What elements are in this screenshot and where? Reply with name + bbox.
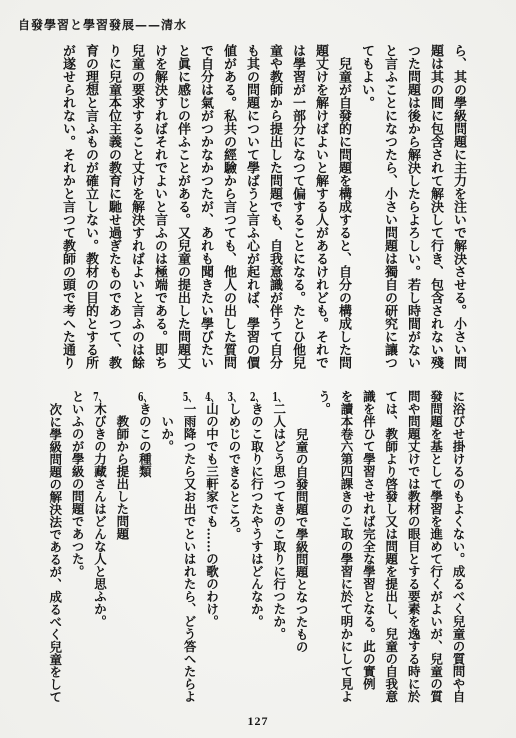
- list-item-text: 二人はどう思つてきのこ取りに行つたか。: [271, 402, 287, 640]
- text-line: 識を伴ひて學習させれば完全な學習となる。此の實例: [361, 390, 377, 690]
- list-item-number: 1、: [272, 390, 287, 403]
- paragraph-start-line: 兒童が自發的に問題を構成すると、自分の構成した問: [336, 57, 351, 369]
- text-line: 値がある。私共の經驗から言つても、他人の出した質問: [221, 44, 236, 369]
- student-problems-heading: 兒童の自發問題で學級問題となつたもの: [294, 427, 310, 653]
- list-item-text: しめじのできるところ。: [226, 402, 242, 540]
- closing-line: といふのが學級の問題であつた。: [70, 390, 86, 578]
- list-item-text: きのこの種類: [137, 402, 153, 478]
- text-line: てもよい。: [359, 44, 374, 109]
- text-line: が遂せられない。それかと言つて教師の頭で考へた通り: [60, 44, 75, 369]
- list-item-text: 山の中でも三軒家でも……の歌のわけ。: [204, 402, 220, 628]
- list-item-number: 6、: [137, 390, 152, 403]
- list-item-number: 2、: [249, 390, 264, 403]
- list-item: [88, 390, 110, 703]
- text-line: ら、其の學級問題に主力を注いで解決させる。小さい問: [451, 44, 466, 369]
- text-line: う。: [316, 390, 332, 415]
- list-item: [133, 390, 155, 703]
- text-line: と眞に感じの伴ふことがある。又兒童の提出した問題丈: [175, 44, 190, 369]
- list-item-text: 木びきの力藏さんはどんな人と思ふか。: [92, 402, 108, 628]
- list-item: [245, 390, 267, 703]
- list-item-text: 一雨降つたら又お出でといはれたら、どう答へたらよ: [182, 402, 198, 703]
- text-line: 題は其の間に包含されて解決して行き、包含されない殘: [428, 44, 443, 369]
- text-line: ては、教師より啓發し又は問題を提出し、兒童の自我意: [383, 390, 399, 703]
- text-line: つた問題は後から解決したらよろしい。若し時間がない: [405, 44, 420, 369]
- text-line: で自分は氣がつかなかつたが、あれも聞きたい學びたい: [198, 44, 213, 369]
- text-line: に浴びせ掛けるのもよくない。成るべく兒童の質問や自: [451, 390, 466, 703]
- text-line: を讀本卷六第四課きのこ取の學習に於て明かにして見よ: [338, 390, 354, 703]
- running-title: 自發學習と學習發展——清水: [18, 18, 188, 32]
- text-line: 問や問題丈けでは教材の眼目とする要素を逸する時に於: [406, 390, 422, 703]
- text-line: と言ふことになつたら、小さい問題は獨自の研究に讓つ: [382, 44, 397, 369]
- text-line: りに兒童本位主義の教育に馳せ過ぎたものであつて、教: [106, 44, 121, 369]
- list-item: [200, 390, 222, 703]
- list-item: [267, 390, 289, 703]
- list-item: [223, 390, 245, 703]
- page-number: 127: [247, 714, 269, 728]
- list-item: [178, 390, 200, 703]
- text-line: けを解決すればそれでよいと言ふのは極端である。即ち: [152, 44, 167, 369]
- lower-text-block: [43, 390, 469, 703]
- upper-text-block: [56, 44, 470, 369]
- text-line: 兒童の要求すること丈けを解決すればよいと言ふのは餘: [129, 44, 144, 369]
- text-line: も其の問題について學ばうと言ふ心が起れば、學習の價: [244, 44, 259, 369]
- text-line: は學習が一部分になつて偏することになる。たとひ他兒: [290, 44, 305, 369]
- list-item-number: 4、: [205, 390, 219, 403]
- list-item-number: 3、: [227, 390, 242, 403]
- text-line: 童や教師から提出した問題でも、自我意識が伴うて自分: [267, 44, 282, 369]
- list-item-continuation: いか。: [159, 415, 175, 453]
- list-item-text: きのこ取りに行つたやうすはどんなか。: [249, 402, 265, 628]
- text-line: 發問題を基として學習を進めて行くがよいが、兒童の質: [428, 390, 444, 703]
- text-line: 題丈けを解けばよいと解する人があるけれども。それで: [313, 44, 328, 369]
- paragraph-start-line: 次に學級問題の解決法であるが、成るべく兒童をして: [47, 402, 63, 703]
- list-item-number: 7、: [93, 390, 107, 403]
- text-line: 育の理想と言ふものが確立しない。教材の目的とする所: [83, 44, 98, 369]
- list-item-number: 5、: [182, 390, 197, 403]
- teacher-problems-heading: 教師から提出した問題: [114, 415, 130, 540]
